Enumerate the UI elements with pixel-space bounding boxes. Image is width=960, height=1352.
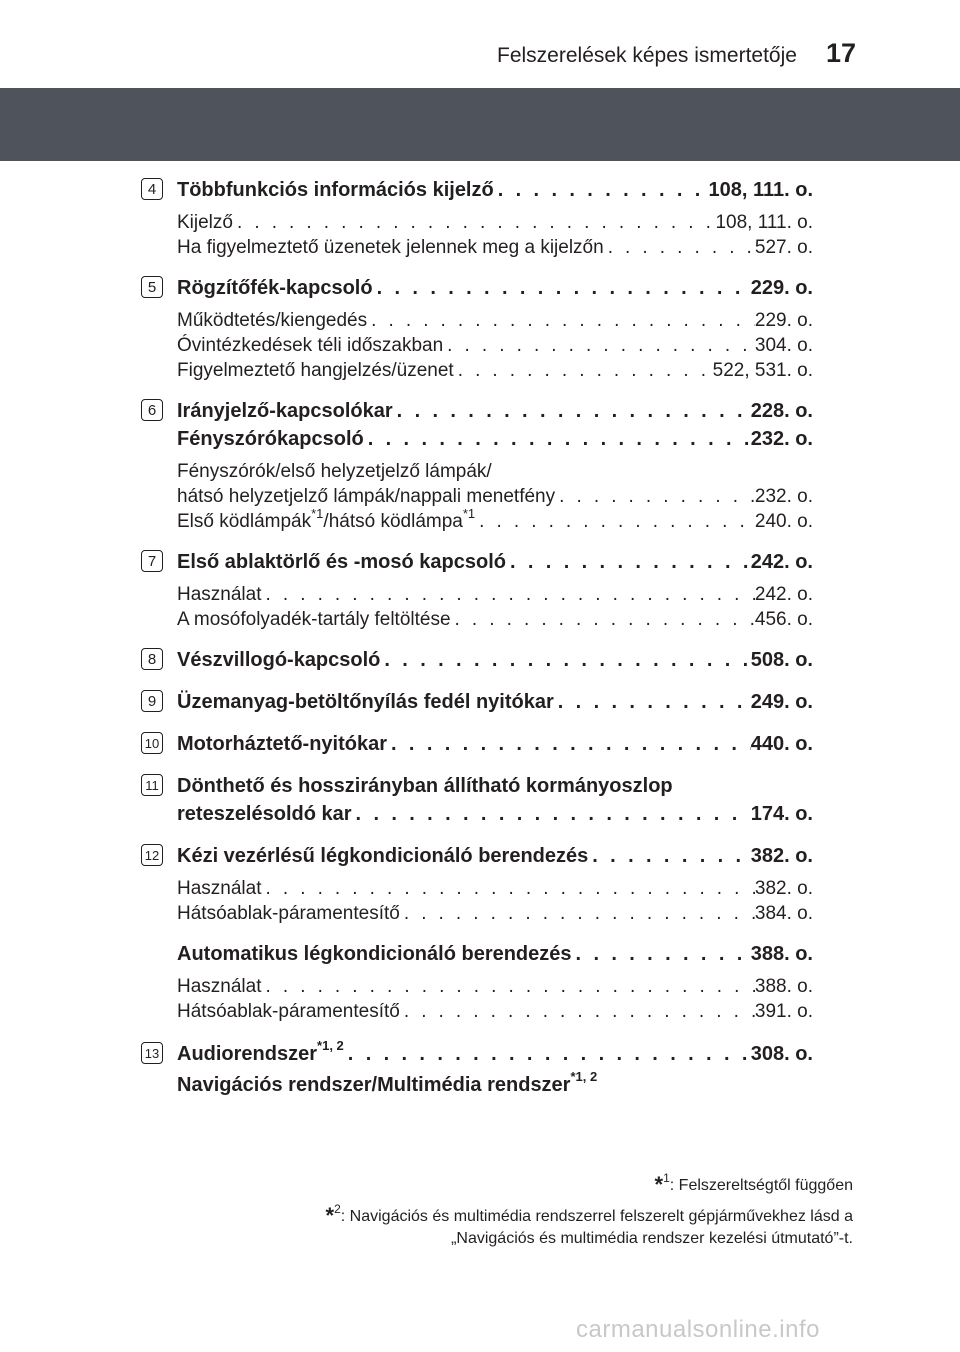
entry-sub: Hátsóablak-páramentesítő . . . 391. o. [177,999,813,1024]
entry-main: Első ablaktörlő és -mosó kapcsoló . . . 242. o. [177,548,813,576]
footnote-2: *$^2$: Navigációs és multimédia rendszerrel felszerelt gépjárművekhez lásd a [325,1201,853,1228]
header-title: Felszerelések képes ismertetője [497,44,797,67]
entry-sub: Hátsóablak-páramentesítő . . . 384. o. [177,901,813,926]
entry-main: Üzemanyag-betöltőnyílás fedél nyitókar . . . 249. o. [177,688,813,716]
section-13 [0,1038,960,1100]
section-8 [0,646,960,674]
entry-sub: Használat . . . 242. o. [177,582,813,607]
entry-sub: hátsó helyzetjelző lámpák/nappali menetfény . . . 232. o. [177,484,813,509]
section-number: 8 [141,648,163,670]
section-10 [0,730,960,758]
watermark: carmanualsonline.info [576,1316,820,1343]
entry-main: Kézi vezérlésű légkondicionáló berendezés . . . 382. o. [177,842,813,870]
entry-main: Vészvillogó-kapcsoló . . . 508. o. [177,646,813,674]
section-number: 12 [141,844,163,866]
section-11 [0,772,960,828]
entry-main: Többfunkciós információs kijelző . . . 108, 111. o. [177,176,813,204]
entry-sub: Használat . . . 388. o. [177,974,813,999]
section-7 [0,548,960,632]
footnote-1: *$^1$: Felszereltségtől függően [654,1170,853,1197]
section-12 [0,842,960,1024]
entry-main: Irányjelző-kapcsolókar . . . 228. o. [177,397,813,425]
entry-main-text: Dönthető és hosszirányban állítható kormányoszlop [177,775,673,797]
entry-sub: Ha figyelmeztető üzenetek jelennek meg a kijelzőn . . . 527. o. [177,235,813,260]
entry-sub: Működtetés/kiengedés . . . 229. o. [177,308,813,333]
entry-sub: Használat . . . 382. o. [177,876,813,901]
entry-main: Motorháztető-nyitókar . . . 440. o. [177,730,813,758]
section-6 [0,397,960,534]
entry-main: Automatikus légkondicionáló berendezés . . . 388. o. [177,940,813,968]
section-number: 9 [141,690,163,712]
header-band [0,88,960,161]
entry-main-text: Navigációs rendszer/Multimédia rendszer$^{*1, 2}$ [177,1069,598,1096]
section-number: 13 [141,1042,163,1064]
entry-main: Audiorendszer$^{*1, 2}$ . . . 308. o. [177,1038,813,1070]
footnotes [326,1172,853,1250]
section-number: 4 [141,178,163,200]
section-9 [0,688,960,716]
entry-sub: A mosófolyadék-tartály feltöltése . . . 456. o. [177,607,813,632]
section-4 [0,176,960,260]
section-number: 11 [141,774,163,796]
entry-sub: Óvintézkedések téli időszakban . . . 304. o. [177,333,813,358]
entry-main: reteszelésoldó kar . . . 174. o. [177,800,813,828]
page-number: 17 [826,38,857,68]
entry-sub-text: Fényszórók/első helyzetjelző lámpák/ [177,461,492,482]
index-list [0,176,960,1100]
section-5 [0,274,960,383]
section-number: 10 [141,732,163,754]
footnote-2-cont: „Navigációs és multimédia rendszer kezelési útmutató”-t. [451,1230,853,1247]
entry-main: Rögzítőfék-kapcsoló . . . 229. o. [177,274,813,302]
section-number: 5 [141,276,163,298]
entry-main: Fényszórókapcsoló . . . 232. o. [177,425,813,453]
entry-sub: Figyelmeztető hangjelzés/üzenet . . . 522, 531. o. [177,358,813,383]
entry-sub: Első ködlámpák$^{*1}$/hátsó ködlámpa$^{*1}$ . . . 240. o. [177,509,813,534]
entry-sub: Kijelző . . . 108, 111. o. [177,210,813,235]
section-number: 6 [141,399,163,421]
section-number: 7 [141,550,163,572]
